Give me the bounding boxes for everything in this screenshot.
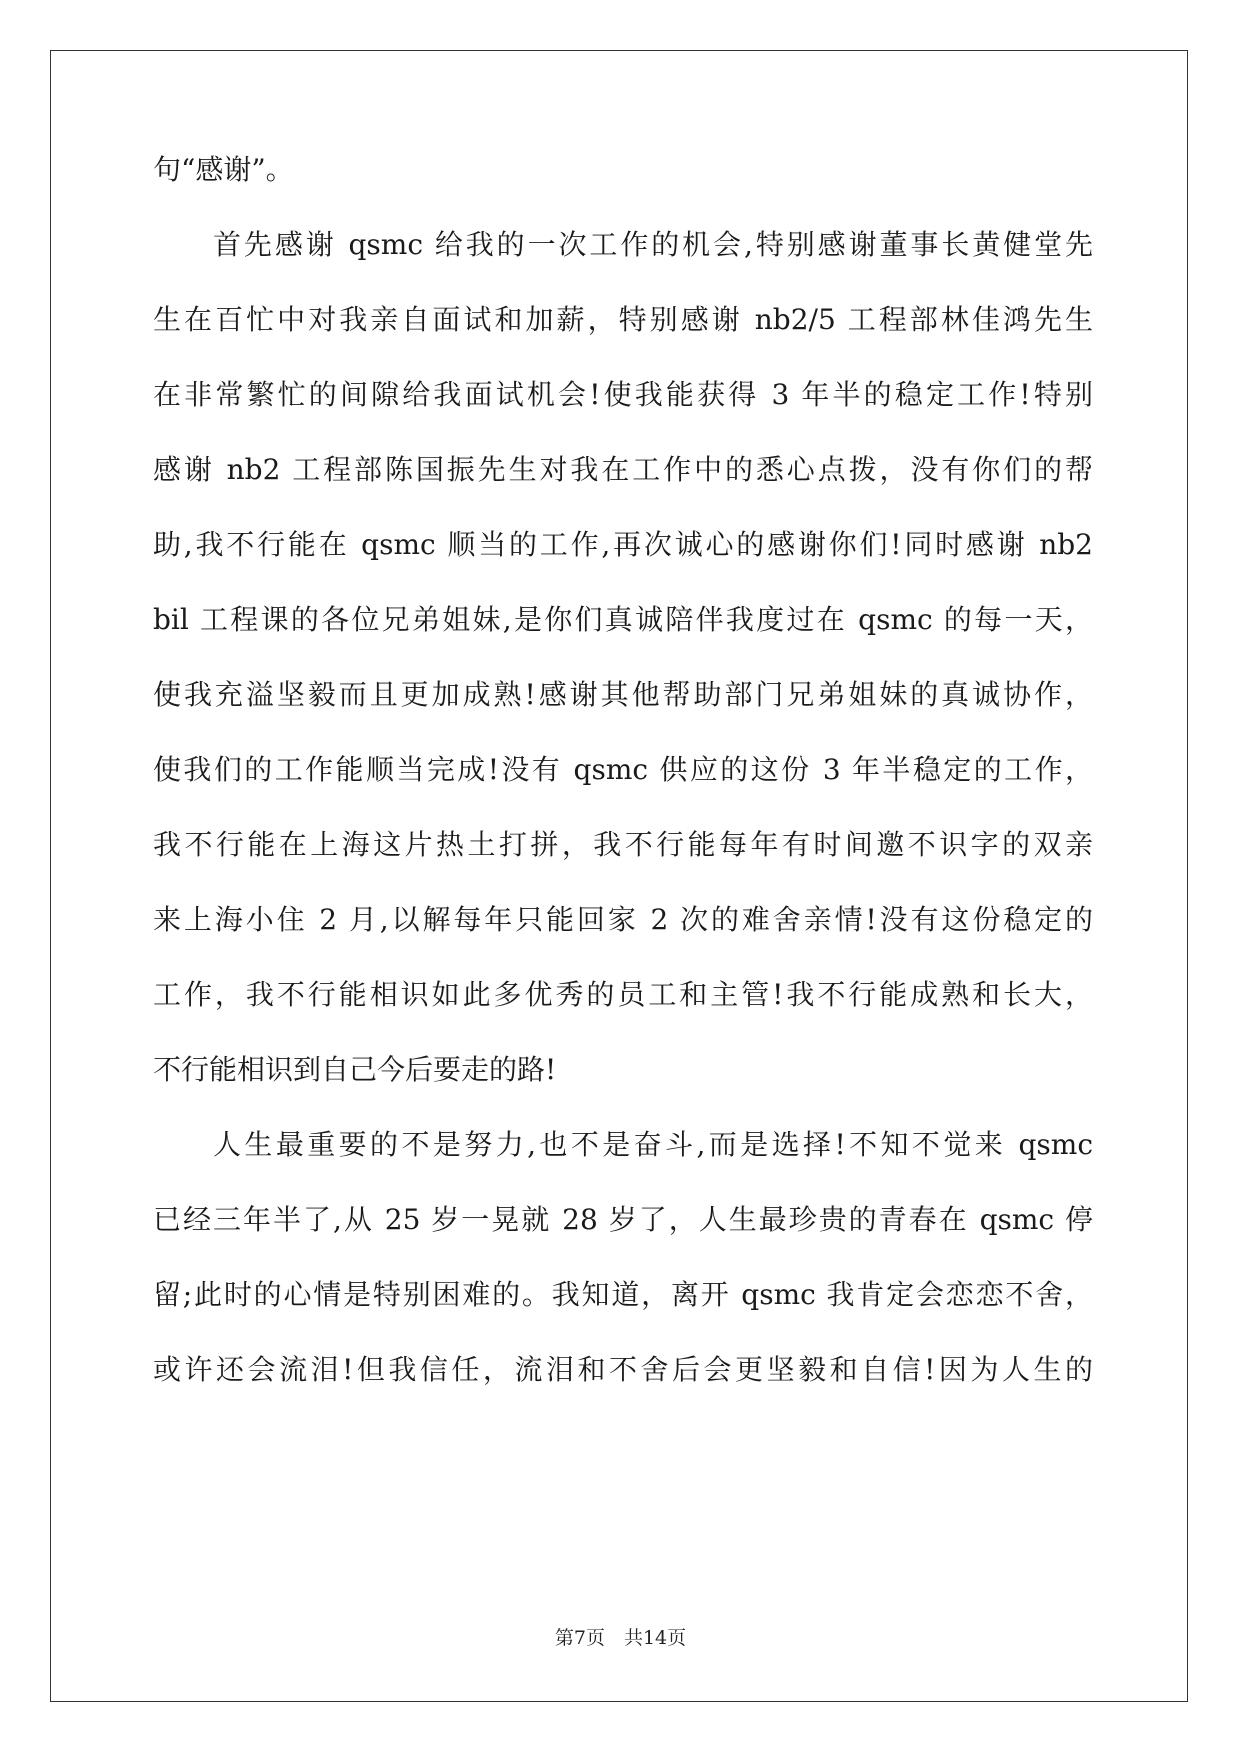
- page-footer: 第7页 共14页: [554, 1627, 687, 1649]
- text-line-2: 首先感谢 qsmc 给我的一次工作的机会,特别感谢董事长黄健堂先: [213, 228, 1093, 261]
- text-line-15: 已经三年半了,从 25 岁一晃就 28 岁了，人生最珍贵的青春在 qsmc 停: [153, 1203, 1093, 1236]
- text-line-4: 在非常繁忙的间隙给我面试机会!使我能获得 3 年半的稳定工作!特别: [153, 378, 1093, 411]
- text-line-3: 生在百忙中对我亲自面试和加薪，特别感谢 nb2/5 工程部林佳鸿先生: [153, 303, 1093, 336]
- text-line-10: 我不行能在上海这片热土打拼，我不行能每年有时间邀不识字的双亲: [153, 828, 1093, 861]
- text-line-11: 来上海小住 2 月,以解每年只能回家 2 次的难舍亲情!没有这份稳定的: [153, 903, 1093, 936]
- text-line-12: 工作，我不行能相识如此多优秀的员工和主管!我不行能成熟和长大，: [153, 978, 1093, 1011]
- text-line-6: 助,我不行能在 qsmc 顺当的工作,再次诚心的感谢你们!同时感谢 nb2: [153, 528, 1093, 561]
- text-line-16: 留;此时的心情是特别困难的。我知道，离开 qsmc 我肯定会恋恋不舍，: [153, 1278, 1093, 1311]
- text-line-7: bil 工程课的各位兄弟姐妹,是你们真诚陪伴我度过在 qsmc 的每一天，: [153, 603, 1093, 636]
- text-line-8: 使我充溢坚毅而且更加成熟!感谢其他帮助部门兄弟姐妹的真诚协作，: [153, 678, 1093, 711]
- text-line-5: 感谢 nb2 工程部陈国振先生对我在工作中的悉心点拨，没有你们的帮: [153, 453, 1093, 486]
- text-line-14: 人生最重要的不是努力,也不是奋斗,而是选择!不知不觉来 qsmc: [213, 1128, 1093, 1161]
- text-line-9: 使我们的工作能顺当完成!没有 qsmc 供应的这份 3 年半稳定的工作，: [153, 753, 1093, 786]
- text-line-1: 句“感谢”。: [153, 153, 294, 186]
- text-line-13: 不行能相识到自己今后要走的路!: [153, 1053, 557, 1086]
- text-line-17: 或许还会流泪!但我信任，流泪和不舍后会更坚毅和自信!因为人生的: [153, 1353, 1093, 1386]
